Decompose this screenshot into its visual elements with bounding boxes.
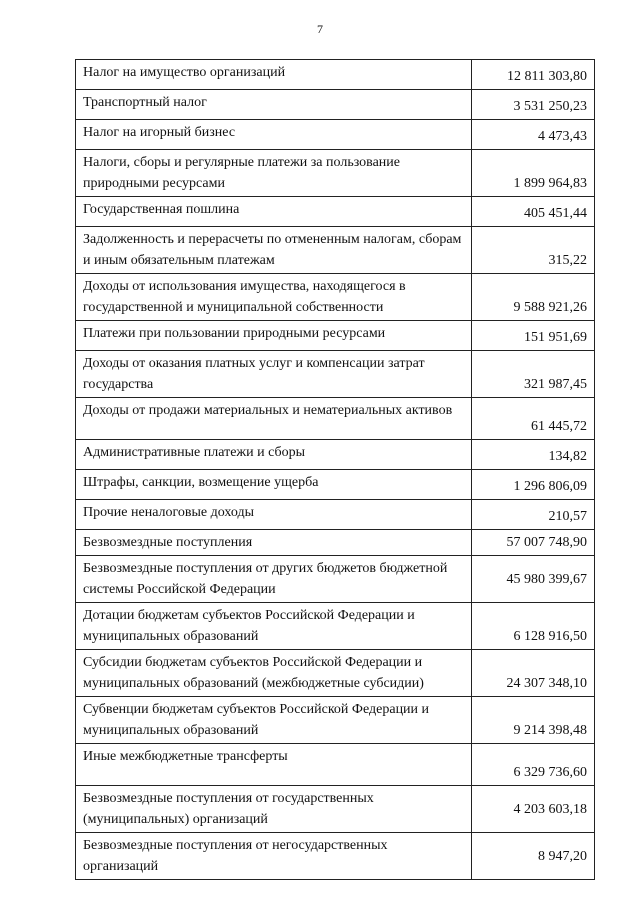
table-row xyxy=(76,744,595,786)
row-amount-cell: 134,82 xyxy=(472,440,595,470)
table-row xyxy=(76,197,595,227)
table-row xyxy=(76,786,595,833)
row-name-cell: Государственная пошлина xyxy=(76,197,472,227)
row-amount-cell: 4 203 603,18 xyxy=(472,786,595,833)
row-amount-cell: 321 987,45 xyxy=(472,351,595,398)
table-row xyxy=(76,603,595,650)
row-name-cell: Субвенции бюджетам субъектов Российской Федерации и муниципальных образований xyxy=(76,697,472,744)
row-name-cell: Штрафы, санкции, возмещение ущерба xyxy=(76,470,472,500)
row-name-cell: Субсидии бюджетам субъектов Российской Федерации и муниципальных образований (межбюджетные субсидии) xyxy=(76,650,472,697)
row-amount-cell: 12 811 303,80 xyxy=(472,60,595,90)
row-name-cell: Дотации бюджетам субъектов Российской Федерации и муниципальных образований xyxy=(76,603,472,650)
row-name-cell: Налог на имущество организаций xyxy=(76,60,472,90)
row-amount-cell: 61 445,72 xyxy=(472,398,595,440)
row-name-cell: Доходы от продажи материальных и нематериальных активов xyxy=(76,398,472,440)
row-name-cell: Транспортный налог xyxy=(76,90,472,120)
row-name-cell: Задолженность и перерасчеты по отмененным налогам, сборам и иным обязательным платежам xyxy=(76,227,472,274)
table-row xyxy=(76,470,595,500)
table-row xyxy=(76,650,595,697)
table-row xyxy=(76,120,595,150)
revenue-table xyxy=(75,59,595,880)
table-row xyxy=(76,60,595,90)
row-name-cell: Безвозмездные поступления xyxy=(76,530,472,556)
row-amount-cell: 3 531 250,23 xyxy=(472,90,595,120)
row-name-cell: Налоги, сборы и регулярные платежи за пользование природными ресурсами xyxy=(76,150,472,197)
row-amount-cell: 45 980 399,67 xyxy=(472,556,595,603)
row-amount-cell: 6 329 736,60 xyxy=(472,744,595,786)
table-row xyxy=(76,833,595,880)
table-row xyxy=(76,351,595,398)
row-name-cell: Доходы от оказания платных услуг и компенсации затрат государства xyxy=(76,351,472,398)
row-amount-cell: 8 947,20 xyxy=(472,833,595,880)
row-amount-cell: 6 128 916,50 xyxy=(472,603,595,650)
row-amount-cell: 1 296 806,09 xyxy=(472,470,595,500)
table-row xyxy=(76,440,595,470)
row-name-cell: Прочие неналоговые доходы xyxy=(76,500,472,530)
row-amount-cell: 151 951,69 xyxy=(472,321,595,351)
table-row xyxy=(76,274,595,321)
table-row xyxy=(76,530,595,556)
row-name-cell: Безвозмездные поступления от негосударственных организаций xyxy=(76,833,472,880)
row-name-cell: Иные межбюджетные трансферты xyxy=(76,744,472,786)
row-name-cell: Безвозмездные поступления от других бюджетов бюджетной системы Российской Федерации xyxy=(76,556,472,603)
table-row xyxy=(76,90,595,120)
row-name-cell: Платежи при пользовании природными ресурсами xyxy=(76,321,472,351)
row-amount-cell: 4 473,43 xyxy=(472,120,595,150)
row-amount-cell: 57 007 748,90 xyxy=(472,530,595,556)
table-row xyxy=(76,398,595,440)
row-amount-cell: 9 214 398,48 xyxy=(472,697,595,744)
table-row xyxy=(76,227,595,274)
table-row xyxy=(76,150,595,197)
row-amount-cell: 315,22 xyxy=(472,227,595,274)
table-row xyxy=(76,556,595,603)
row-amount-cell: 24 307 348,10 xyxy=(472,650,595,697)
row-amount-cell: 405 451,44 xyxy=(472,197,595,227)
row-name-cell: Безвозмездные поступления от государственных (муниципальных) организаций xyxy=(76,786,472,833)
row-amount-cell: 9 588 921,26 xyxy=(472,274,595,321)
row-amount-cell: 1 899 964,83 xyxy=(472,150,595,197)
row-amount-cell: 210,57 xyxy=(472,500,595,530)
row-name-cell: Налог на игорный бизнес xyxy=(76,120,472,150)
row-name-cell: Доходы от использования имущества, находящегося в государственной и муниципальной собственности xyxy=(76,274,472,321)
table-row xyxy=(76,321,595,351)
table-row xyxy=(76,500,595,530)
table-row xyxy=(76,697,595,744)
row-name-cell: Административные платежи и сборы xyxy=(76,440,472,470)
page-number: 7 xyxy=(317,22,323,36)
